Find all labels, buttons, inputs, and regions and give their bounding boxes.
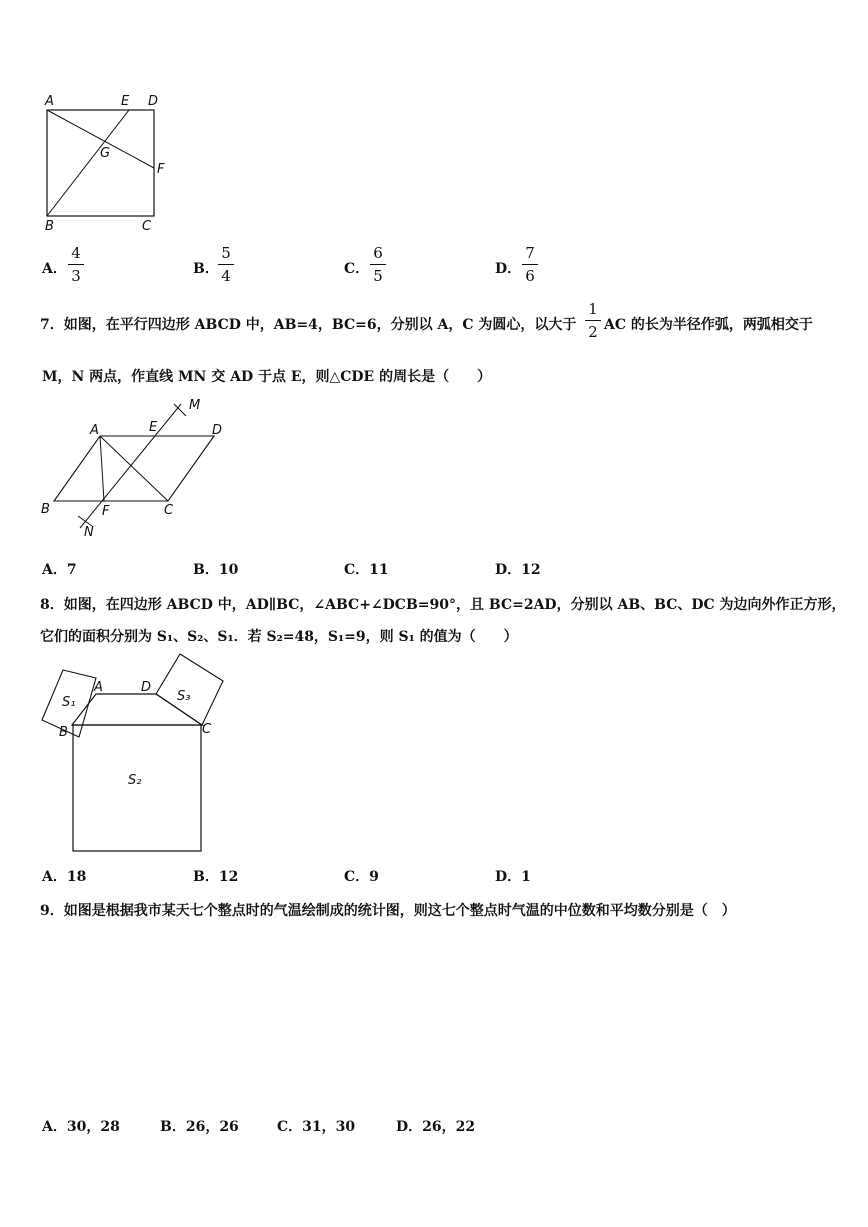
q6-option-d bbox=[495, 258, 521, 278]
q9-option-a: A．30，28 bbox=[42, 1119, 120, 1135]
q6-option-a bbox=[42, 258, 67, 278]
q6-option-d-letter: D． bbox=[495, 261, 522, 277]
q7-label-F: F bbox=[102, 504, 110, 519]
q6-option-a-den: 3 bbox=[71, 267, 81, 285]
q6-option-c-den: 5 bbox=[373, 267, 383, 285]
q7-label-A: A bbox=[90, 423, 99, 438]
q6-label-B: B bbox=[45, 219, 54, 234]
q7-frac-num: 1 bbox=[588, 300, 598, 318]
q6-option-c-fraction bbox=[370, 244, 386, 285]
q6-option-c bbox=[344, 258, 369, 278]
q8-label-S1: S₁ bbox=[62, 695, 76, 710]
q6-option-d-den: 6 bbox=[525, 267, 535, 285]
q6-option-b-fraction bbox=[218, 244, 234, 285]
q7-stem-line1b: AC 的长为半径作弧，两弧相交于 bbox=[604, 317, 813, 333]
q8-label-S3: S₃ bbox=[177, 689, 191, 704]
q6-label-F: F bbox=[157, 162, 165, 177]
q6-option-b-num: 5 bbox=[221, 244, 231, 262]
q7-stem-line2: M，N 两点，作直线 MN 交 AD 于点 E，则△CDE 的周长是（ ） bbox=[42, 369, 492, 385]
q7-label-N: N bbox=[84, 525, 94, 540]
q8-label-C: C bbox=[202, 722, 212, 737]
q7-label-B: B bbox=[41, 502, 50, 517]
q8-option-b: B．12 bbox=[193, 869, 239, 885]
q6-option-b-den: 4 bbox=[221, 267, 231, 285]
q8-option-c: C．9 bbox=[344, 869, 379, 885]
q8-label-A: A bbox=[94, 680, 103, 695]
q9-option-b: B．26，26 bbox=[160, 1119, 239, 1135]
q6-label-E: E bbox=[121, 94, 130, 109]
q8-label-D: D bbox=[141, 680, 152, 695]
q6-option-c-letter: C． bbox=[344, 261, 370, 277]
q6-option-d-fraction bbox=[522, 244, 538, 285]
q7-option-b: B．10 bbox=[193, 562, 239, 578]
q6-option-a-num: 4 bbox=[71, 244, 81, 262]
q7-label-M: M bbox=[189, 398, 201, 413]
q7-label-C: C bbox=[164, 503, 174, 518]
q7-figure-parallelogram bbox=[36, 392, 236, 542]
q6-figure-square bbox=[36, 90, 176, 235]
q9-option-c: C．31，30 bbox=[277, 1119, 356, 1135]
q6-option-d-num: 7 bbox=[525, 244, 535, 262]
q6-option-b-letter: B． bbox=[193, 261, 219, 277]
q6-option-c-num: 6 bbox=[373, 244, 383, 262]
q6-label-D: D bbox=[148, 94, 159, 109]
q8-figure-squares bbox=[36, 650, 236, 860]
q8-option-a: A．18 bbox=[42, 869, 87, 885]
q9-option-d: D．26，22 bbox=[396, 1119, 476, 1135]
q8-label-S2: S₂ bbox=[128, 773, 142, 788]
q6-label-G: G bbox=[100, 146, 111, 161]
q8-stem-line2: 它们的面积分别为 S₁、S₂、S₁．若 S₂=48，S₁=9，则 S₁ 的值为（ ） bbox=[40, 629, 518, 645]
q6-option-a-letter: A． bbox=[42, 261, 67, 277]
q7-option-d: D．12 bbox=[495, 562, 541, 578]
q9-figure-area bbox=[40, 930, 820, 1110]
q6-option-a-fraction bbox=[68, 244, 84, 285]
q8-label-B: B bbox=[59, 725, 68, 740]
q9-stem-line1: 9．如图是根据我市某天七个整点时的气温绘制成的统计图，则这七个整点时气温的中位数和平均数分别是（ ） bbox=[40, 903, 736, 919]
q8-stem-line1: 8．如图，在四边形 ABCD 中，AD∥BC，∠ABC+∠DCB=90°，且 BC=2AD，分别以 AB、BC、DC 为边向外作正方形， bbox=[40, 597, 846, 613]
q7-option-a: A．7 bbox=[42, 562, 77, 578]
q7-frac-den: 2 bbox=[588, 323, 598, 341]
q7-stem-line1a: 7．如图，在平行四边形 ABCD 中，AB=4，BC=6，分别以 A，C 为圆心，以大于 bbox=[40, 317, 577, 333]
q7-label-D: D bbox=[212, 423, 223, 438]
q6-label-A: A bbox=[45, 94, 54, 109]
q7-option-c: C．11 bbox=[344, 562, 389, 578]
q6-option-b bbox=[193, 258, 219, 278]
q6-label-C: C bbox=[142, 219, 152, 234]
q7-stem-fraction bbox=[585, 300, 601, 341]
q7-label-E: E bbox=[149, 420, 158, 435]
q8-option-d: D．1 bbox=[495, 869, 531, 885]
